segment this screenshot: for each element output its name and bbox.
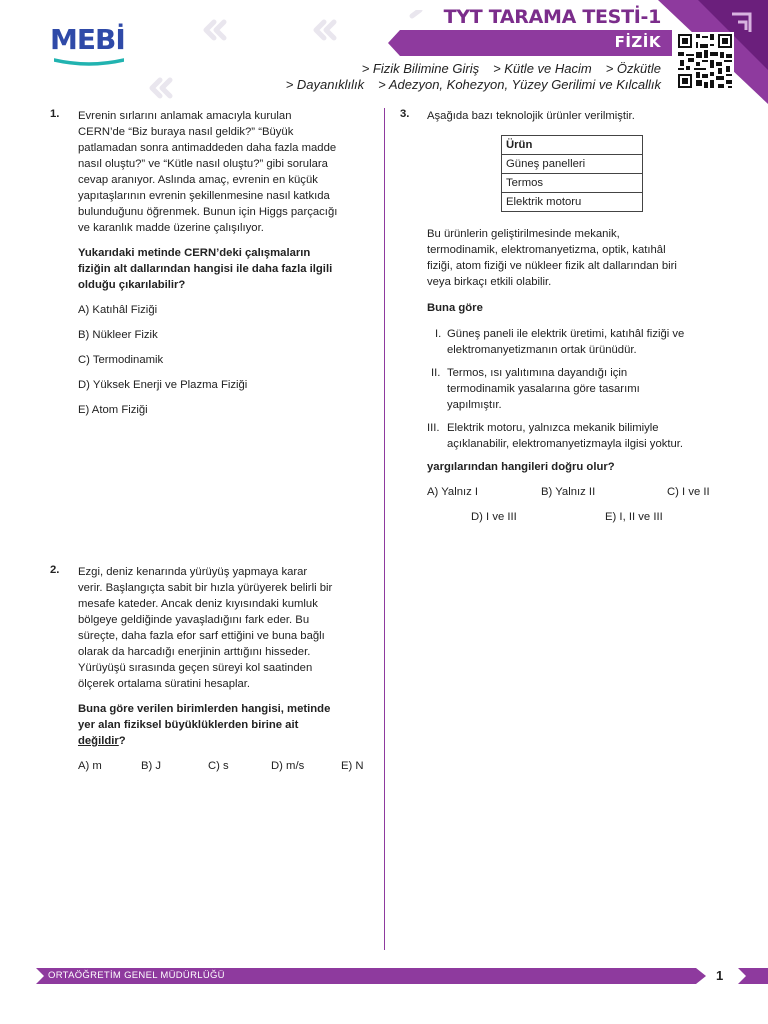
- question-2: [78, 564, 378, 774]
- prompt-line: fiziğin alt dallarından hangisi ile daha fazla ilgili: [78, 263, 333, 275]
- topic-item: > Kütle ve Hacim: [493, 61, 592, 76]
- text-line: CERN’de “Biz buraya nasıl geldik?” “Büyük: [78, 126, 294, 138]
- question-1-options: [78, 302, 378, 418]
- question-1-number: 1.: [50, 108, 60, 120]
- footer-org-name: ORTAÖĞRETİM GENEL MÜDÜRLÜĞÜ: [48, 970, 225, 981]
- text-line: Bu ürünlerin geliştirilmesinde mekanik,: [427, 228, 620, 240]
- question-2-number: 2.: [50, 564, 60, 576]
- statement-line: Elektrik motoru, yalnızca mekanik bilimiyle: [447, 422, 659, 434]
- prompt-line: Buna göre verilen birimlerden hangisi, metinde: [78, 703, 331, 715]
- table-row: [502, 193, 643, 212]
- page-number: 1: [716, 968, 724, 983]
- option-a[interactable]: A) m: [78, 760, 102, 772]
- test-title: TYT TARAMA TESTİ-1: [443, 6, 661, 28]
- text-line: bölgeye geldiğinde yavaşladığını fark eder. Bu: [78, 614, 310, 626]
- table-header-cell: Ürün: [502, 136, 643, 155]
- table-header-row: [502, 136, 643, 155]
- text-line: bulunduğunu öğrenmek. Bunun için Higgs parçacığı: [78, 206, 338, 218]
- statement-number: I.: [435, 328, 442, 340]
- option-b[interactable]: B) Yalnız II: [541, 486, 596, 498]
- topic-item: > Fizik Bilimine Giriş: [361, 61, 480, 76]
- statement-2: [427, 365, 727, 413]
- statement-line: Termos, ısı yalıtımına dayandığı için: [447, 367, 628, 379]
- option-e[interactable]: E) Atom Fiziği: [78, 404, 148, 416]
- column-divider: [384, 108, 385, 950]
- option-d[interactable]: D) I ve III: [471, 511, 517, 523]
- statement-number: II.: [431, 367, 441, 379]
- logo-text: MEBİ: [50, 23, 125, 56]
- question-1-text: [78, 108, 378, 236]
- option-d[interactable]: D) m/s: [271, 760, 305, 772]
- text-line: patlamadan sonra antimaddeden daha fazla madde: [78, 142, 337, 154]
- option-e[interactable]: E) I, II ve III: [605, 511, 663, 523]
- prompt-line: [78, 733, 378, 749]
- question-3-text: [427, 226, 727, 290]
- table-cell: Güneş panelleri: [502, 155, 643, 174]
- topic-item: > Özkütle: [605, 61, 661, 76]
- statement-list: [427, 326, 727, 452]
- option-a[interactable]: A) Yalnız I: [427, 486, 479, 498]
- logo-wave-icon: [54, 58, 124, 66]
- question-3-number: 3.: [400, 108, 410, 120]
- topic-item: > Dayanıklılık: [285, 77, 365, 92]
- prompt-line: olduğu çıkarılabilir?: [78, 279, 186, 291]
- table-cell: Termos: [502, 174, 643, 193]
- footer-arrow-icon: [738, 968, 768, 984]
- option-e[interactable]: E) N: [341, 760, 364, 772]
- text-line: yapıtaşlarının evrenin şekillenmesine nasıl katkıda: [78, 190, 330, 202]
- qr-code-icon[interactable]: [676, 32, 734, 90]
- text-line: ve karanlık madde üzerine çalışılıyor.: [78, 222, 264, 234]
- text-line: fiziği, atom fiziği ve nükleer fizik alt dallarından biri: [427, 260, 677, 272]
- table-row: [502, 155, 643, 174]
- negation-word: değildir: [78, 735, 119, 747]
- text-line: Yürüyüşü sırasında geçen süreyi kol saatinden: [78, 662, 313, 674]
- question-3-intro: Aşağıda bazı teknolojik ürünler verilmiştir.: [427, 110, 635, 122]
- statement-line: açıklanabilir, elektromanyetizmayla ilgisi yoktur.: [447, 438, 684, 450]
- table-row: [502, 174, 643, 193]
- question-3: [427, 108, 727, 526]
- question-2-options: [78, 758, 378, 774]
- statement-line: elektromanyetizmanın ortak ürünüdür.: [447, 344, 637, 356]
- option-c[interactable]: C) Termodinamik: [78, 354, 164, 366]
- text-line: olarak da harcadığı enerjinin arttığını hisseder.: [78, 646, 311, 658]
- statement-3: [427, 420, 727, 452]
- question-3-options: [427, 484, 727, 526]
- table-cell: Elektrik motoru: [502, 193, 643, 212]
- prompt-end: ?: [118, 735, 126, 747]
- option-d[interactable]: D) Yüksek Enerji ve Plazma Fiziği: [78, 379, 248, 391]
- text-line: termodinamik, elektromanyetizma, optik, katıhâl: [427, 244, 666, 256]
- prompt-line: yer alan fiziksel büyüklüklerden birine ait: [78, 719, 299, 731]
- text-line: nasıl oluştu?” ve “Kütle nasıl oluştu?” gibi sorulara: [78, 158, 328, 170]
- statement-line: Güneş paneli ile elektrik üretimi, katıhâl fiziği ve: [447, 328, 685, 340]
- prompt-line: Yukarıdaki metinde CERN’deki çalışmaların: [78, 247, 311, 259]
- text-line: Evrenin sırlarını anlamak amacıyla kurulan: [78, 110, 292, 122]
- text-line: cevap aranıyor. Aslında amaç, evrenin en küçük: [78, 174, 318, 186]
- question-1-prompt: [78, 245, 378, 293]
- statement-1: [427, 326, 727, 358]
- product-table: [501, 135, 643, 212]
- topics-list: [272, 61, 661, 93]
- option-b[interactable]: B) J: [141, 760, 162, 772]
- option-c[interactable]: C) s: [208, 760, 229, 772]
- topics-line-1: [272, 61, 661, 77]
- question-1: [78, 108, 378, 418]
- option-b[interactable]: B) Nükleer Fizik: [78, 329, 158, 341]
- question-3-lead: Buna göre: [427, 302, 483, 314]
- text-line: Ezgi, deniz kenarında yürüyüş yapmaya karar: [78, 566, 308, 578]
- question-2-prompt: [78, 701, 378, 749]
- text-line: veya birkaçı etkili olabilir.: [427, 276, 552, 288]
- mebi-logo: [50, 25, 130, 69]
- statement-line: yapılmıştır.: [447, 399, 502, 411]
- option-a[interactable]: A) Katıhâl Fiziği: [78, 304, 158, 316]
- text-line: süreçte, daha fazla efor sarf ettiğini ve buna bağlı: [78, 630, 325, 642]
- topics-line-2: [272, 77, 661, 93]
- text-line: ölçerek ortalama süratini hesaplar.: [78, 678, 251, 690]
- topic-item: > Adezyon, Kohezyon, Yüzey Gerilimi ve Kılcallık: [378, 77, 661, 92]
- question-3-prompt: yargılarından hangileri doğru olur?: [427, 461, 615, 473]
- statement-number: III.: [427, 422, 440, 434]
- subject-label: FİZİK: [614, 33, 661, 51]
- text-line: verir. Başlangıçta sabit bir hızla yürüyerek belirli bir: [78, 582, 333, 594]
- statement-line: termodinamik yasalarına göre tasarımı: [447, 383, 640, 395]
- option-c[interactable]: C) I ve II: [667, 486, 710, 498]
- text-line: mesafe kateder. Ancak deniz kıyısındaki kumluk: [78, 598, 318, 610]
- question-2-text: [78, 564, 378, 692]
